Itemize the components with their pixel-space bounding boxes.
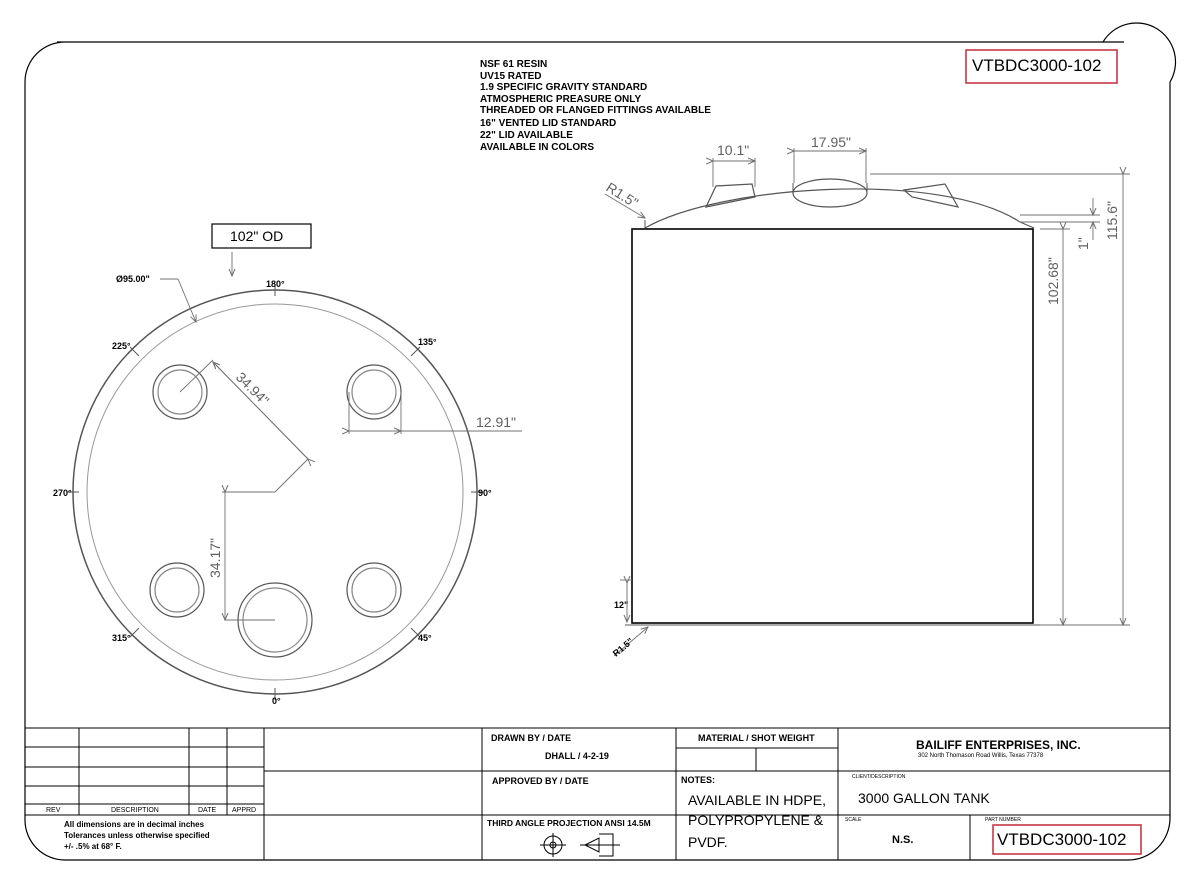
- lid-ellipse: [793, 179, 867, 207]
- spec-note: UV15 RATED: [480, 71, 542, 82]
- date-header: DATE: [198, 807, 217, 814]
- drawn-by-label: DRAWN BY / DATE: [491, 733, 572, 743]
- tank-body: [632, 229, 1033, 623]
- spec-notes: [480, 59, 711, 153]
- company-address: 302 North Thomason Road Willis, Texas 77378: [918, 753, 1044, 759]
- projection-label: THIRD ANGLE PROJECTION ANSI 14.5M: [487, 818, 651, 828]
- angle-label-225: 225°: [112, 341, 131, 351]
- notes-label: NOTES:: [681, 775, 716, 785]
- notes-line: POLYPROPYLENE &: [688, 812, 824, 828]
- description-header: DESCRIPTION: [111, 807, 159, 814]
- client-label: CLIENT/DESCRIPTION: [852, 774, 906, 780]
- angle-label-180: 180°: [266, 279, 285, 289]
- projection-symbol: [540, 833, 620, 857]
- dim-fitting-width: 10.1": [717, 142, 750, 158]
- fitting-outer: [150, 563, 204, 617]
- angle-label-135: 135°: [418, 337, 437, 347]
- dim-sidewall-height: 102.68": [1045, 257, 1061, 305]
- sheet-border: [25, 23, 1176, 860]
- tolerance-note: +/- .5% at 68° F.: [64, 842, 122, 851]
- inner-diameter-label: Ø95.00": [116, 274, 150, 284]
- company-name: BAILIFF ENTERPRISES, INC.: [916, 738, 1081, 752]
- scale-value: N.S.: [892, 834, 914, 846]
- fitting-outer: [347, 365, 401, 419]
- dim-bottom-offset: 12": [614, 600, 629, 610]
- dim-radial: 34.94": [232, 368, 273, 409]
- dim-offset: 12.91": [476, 414, 517, 430]
- elevation-dimension-lines: [605, 148, 1130, 656]
- dim-bottom-radius: R1.5": [610, 635, 636, 659]
- dim-top-radius: R1.5": [603, 178, 642, 211]
- fitting-boss-right: [904, 184, 958, 207]
- notes-line: AVAILABLE IN HDPE,: [688, 792, 826, 808]
- dim-lip: 1": [1075, 237, 1091, 250]
- tolerance-note: Tolerances unless otherwise specified: [64, 831, 210, 840]
- spec-note: 22" LID AVAILABLE: [480, 130, 573, 141]
- fitting-inner: [352, 370, 396, 414]
- part-number-value: VTBDC3000-102: [997, 830, 1127, 849]
- fitting-inner: [155, 568, 199, 612]
- scale-label: SCALE: [845, 817, 862, 823]
- material-label: MATERIAL / SHOT WEIGHT: [698, 733, 815, 743]
- angle-label-270: 270°: [53, 488, 72, 498]
- part-number-label: PART NUMBER: [985, 817, 1021, 823]
- spec-note: NSF 61 RESIN: [480, 59, 548, 70]
- tolerance-note: All dimensions are in decimal inches: [64, 820, 205, 829]
- angle-label-90: 90°: [478, 488, 492, 498]
- spec-note: THREADED OR FLANGED FITTINGS AVAILABLE: [480, 105, 711, 116]
- rev-header: REV: [46, 807, 61, 814]
- apprd-header: APPRD: [232, 807, 257, 814]
- title-block: [25, 728, 1170, 860]
- elevation-view: [603, 134, 1130, 659]
- plan-view: [53, 224, 522, 706]
- spec-note: ATMOSPHERIC PREASURE ONLY: [480, 94, 642, 105]
- notes-line: PVDF.: [688, 834, 728, 850]
- angle-label-315: 315°: [112, 633, 131, 643]
- fittings: [150, 365, 401, 657]
- spec-note: 1.9 SPECIFIC GRAVITY STANDARD: [480, 82, 648, 93]
- drawn-by-value: DHALL / 4-2-19: [545, 751, 609, 761]
- spec-note: 16" VENTED LID STANDARD: [480, 118, 617, 129]
- approved-by-label: APPROVED BY / DATE: [492, 776, 589, 786]
- od-callout: [212, 224, 311, 248]
- od-label: 102" OD: [230, 228, 284, 244]
- part-number-top: VTBDC3000-102: [972, 56, 1102, 75]
- dim-vertical: 34.17": [207, 537, 223, 578]
- client-value: 3000 GALLON TANK: [858, 790, 990, 806]
- dome-outline: [645, 189, 1020, 228]
- angle-label-45: 45°: [418, 633, 432, 643]
- dim-lid-width: 17.95": [811, 134, 852, 150]
- spec-note: AVAILABLE IN COLORS: [480, 142, 595, 153]
- fitting-inner: [352, 568, 396, 612]
- part-number-top-box: [966, 50, 1117, 83]
- fitting-outer: [347, 563, 401, 617]
- dim-overall-height: 115.6": [1104, 201, 1120, 240]
- angle-label-0: 0°: [272, 696, 281, 706]
